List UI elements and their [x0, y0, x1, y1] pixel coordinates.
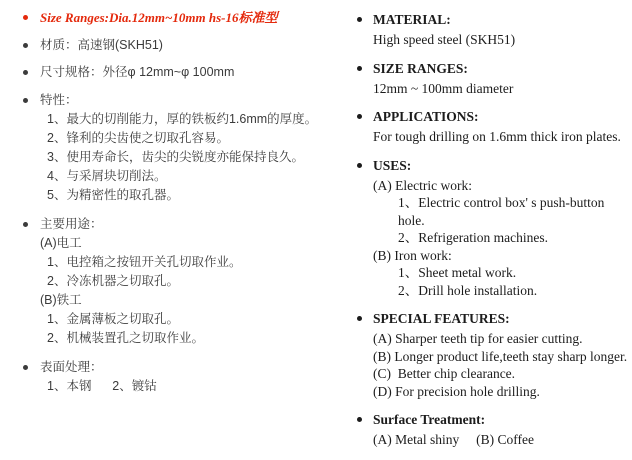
size-ranges-value: 12mm ~ 100mm diameter — [373, 80, 514, 96]
use-group-label: (B) Iron work: — [373, 247, 452, 263]
main-uses-section-cn — [22, 215, 344, 348]
bullet-icon — [357, 163, 362, 168]
bullet-icon — [357, 66, 362, 71]
use-item: 1、Sheet metal work. — [398, 265, 517, 280]
use-group-label: (B)铁工 — [40, 293, 82, 307]
use-item: 2、机械装置孔之切取作业。 — [47, 331, 204, 345]
bullet-icon — [357, 17, 362, 22]
material-section-en — [356, 11, 628, 49]
applications-section-en — [356, 108, 628, 146]
use-group-label: (A) Electric work: — [373, 177, 472, 193]
applications-value: For tough drilling on 1.6mm thick iron plates. — [373, 129, 621, 144]
surface-treatment-section-en — [356, 411, 628, 449]
surface-treatment-options-en: (A) Metal shiny (B) Coffee — [373, 432, 534, 447]
features-section-cn — [22, 91, 344, 205]
uses-title-en: USES: — [373, 157, 412, 173]
use-item: 2、Refrigeration machines. — [398, 230, 548, 245]
use-item: 2、冷冻机器之切取孔。 — [47, 274, 179, 288]
features-title-cn: 特性： — [40, 93, 78, 107]
special-feature-item: (A) Sharper teeth tip for easier cutting. — [373, 331, 583, 346]
special-features-section-en — [356, 310, 628, 400]
use-item: 2、Drill hole installation. — [398, 282, 538, 298]
size-ranges-heading-row — [22, 8, 344, 27]
special-feature-item: (D) For precision hole drilling. — [373, 383, 540, 399]
surface-treatment-options-cn: 1、本钢 2、镀钴 — [47, 379, 157, 393]
surface-treatment-section-cn — [22, 358, 344, 396]
use-item: 1、电控箱之按钮开关孔切取作业。 — [47, 255, 242, 269]
right-column-english — [356, 11, 628, 460]
material-value: High speed steel (SKH51) — [373, 32, 516, 47]
bullet-icon — [357, 417, 362, 422]
size-ranges-heading: Size Ranges:Dia.12mm~10mm hs-16标准型 — [40, 10, 278, 25]
surface-treatment-title-en: Surface Treatment: — [373, 412, 486, 427]
red-bullet-icon — [23, 15, 28, 20]
bullet-icon — [357, 114, 362, 119]
use-group-label: (A)电工 — [40, 236, 82, 250]
left-column-chinese — [22, 8, 344, 404]
feature-item: 3、使用寿命长，齿尖的尖锐度亦能保持良久。 — [47, 150, 304, 164]
material-title-cn: 材质：高速钢(SKH51) — [40, 38, 163, 52]
uses-section-en — [356, 157, 628, 300]
feature-item: 5、为精密性的取孔器。 — [47, 188, 179, 202]
bullet-icon — [357, 316, 362, 321]
size-spec-title-cn: 尺寸规格：外径φ 12mm~φ 100mm — [40, 65, 235, 79]
material-section-cn — [22, 36, 344, 55]
special-features-title-en: SPECIAL FEATURES: — [373, 311, 510, 326]
special-feature-item: (C) Better chip clearance. — [373, 366, 516, 381]
applications-title-en: APPLICATIONS: — [373, 109, 479, 124]
use-item: 1、金属薄板之切取孔。 — [47, 312, 179, 326]
size-ranges-section-en — [356, 60, 628, 98]
main-uses-title-cn: 主要用途： — [40, 217, 103, 231]
size-spec-section-cn — [22, 63, 344, 82]
special-feature-item: (B) Longer product life,teeth stay sharp longer. — [373, 348, 628, 364]
size-ranges-title-en: SIZE RANGES: — [373, 60, 468, 76]
material-title-en: MATERIAL: — [373, 12, 451, 27]
feature-item: 2、锋利的尖齿使之切取孔容易。 — [47, 131, 229, 145]
bullet-icon — [23, 222, 28, 227]
bullet-icon — [23, 365, 28, 370]
bullet-icon — [23, 70, 28, 75]
feature-item: 1、最大的切削能力，厚的铁板约1.6mm的厚度。 — [47, 112, 318, 126]
feature-item: 4、与采屑块切削法。 — [47, 169, 167, 183]
surface-treatment-title-cn: 表面处理： — [40, 360, 103, 374]
bullet-icon — [23, 43, 28, 48]
bullet-icon — [23, 98, 28, 103]
use-item: 1、Electric control box' s push-button hole. — [398, 195, 608, 228]
